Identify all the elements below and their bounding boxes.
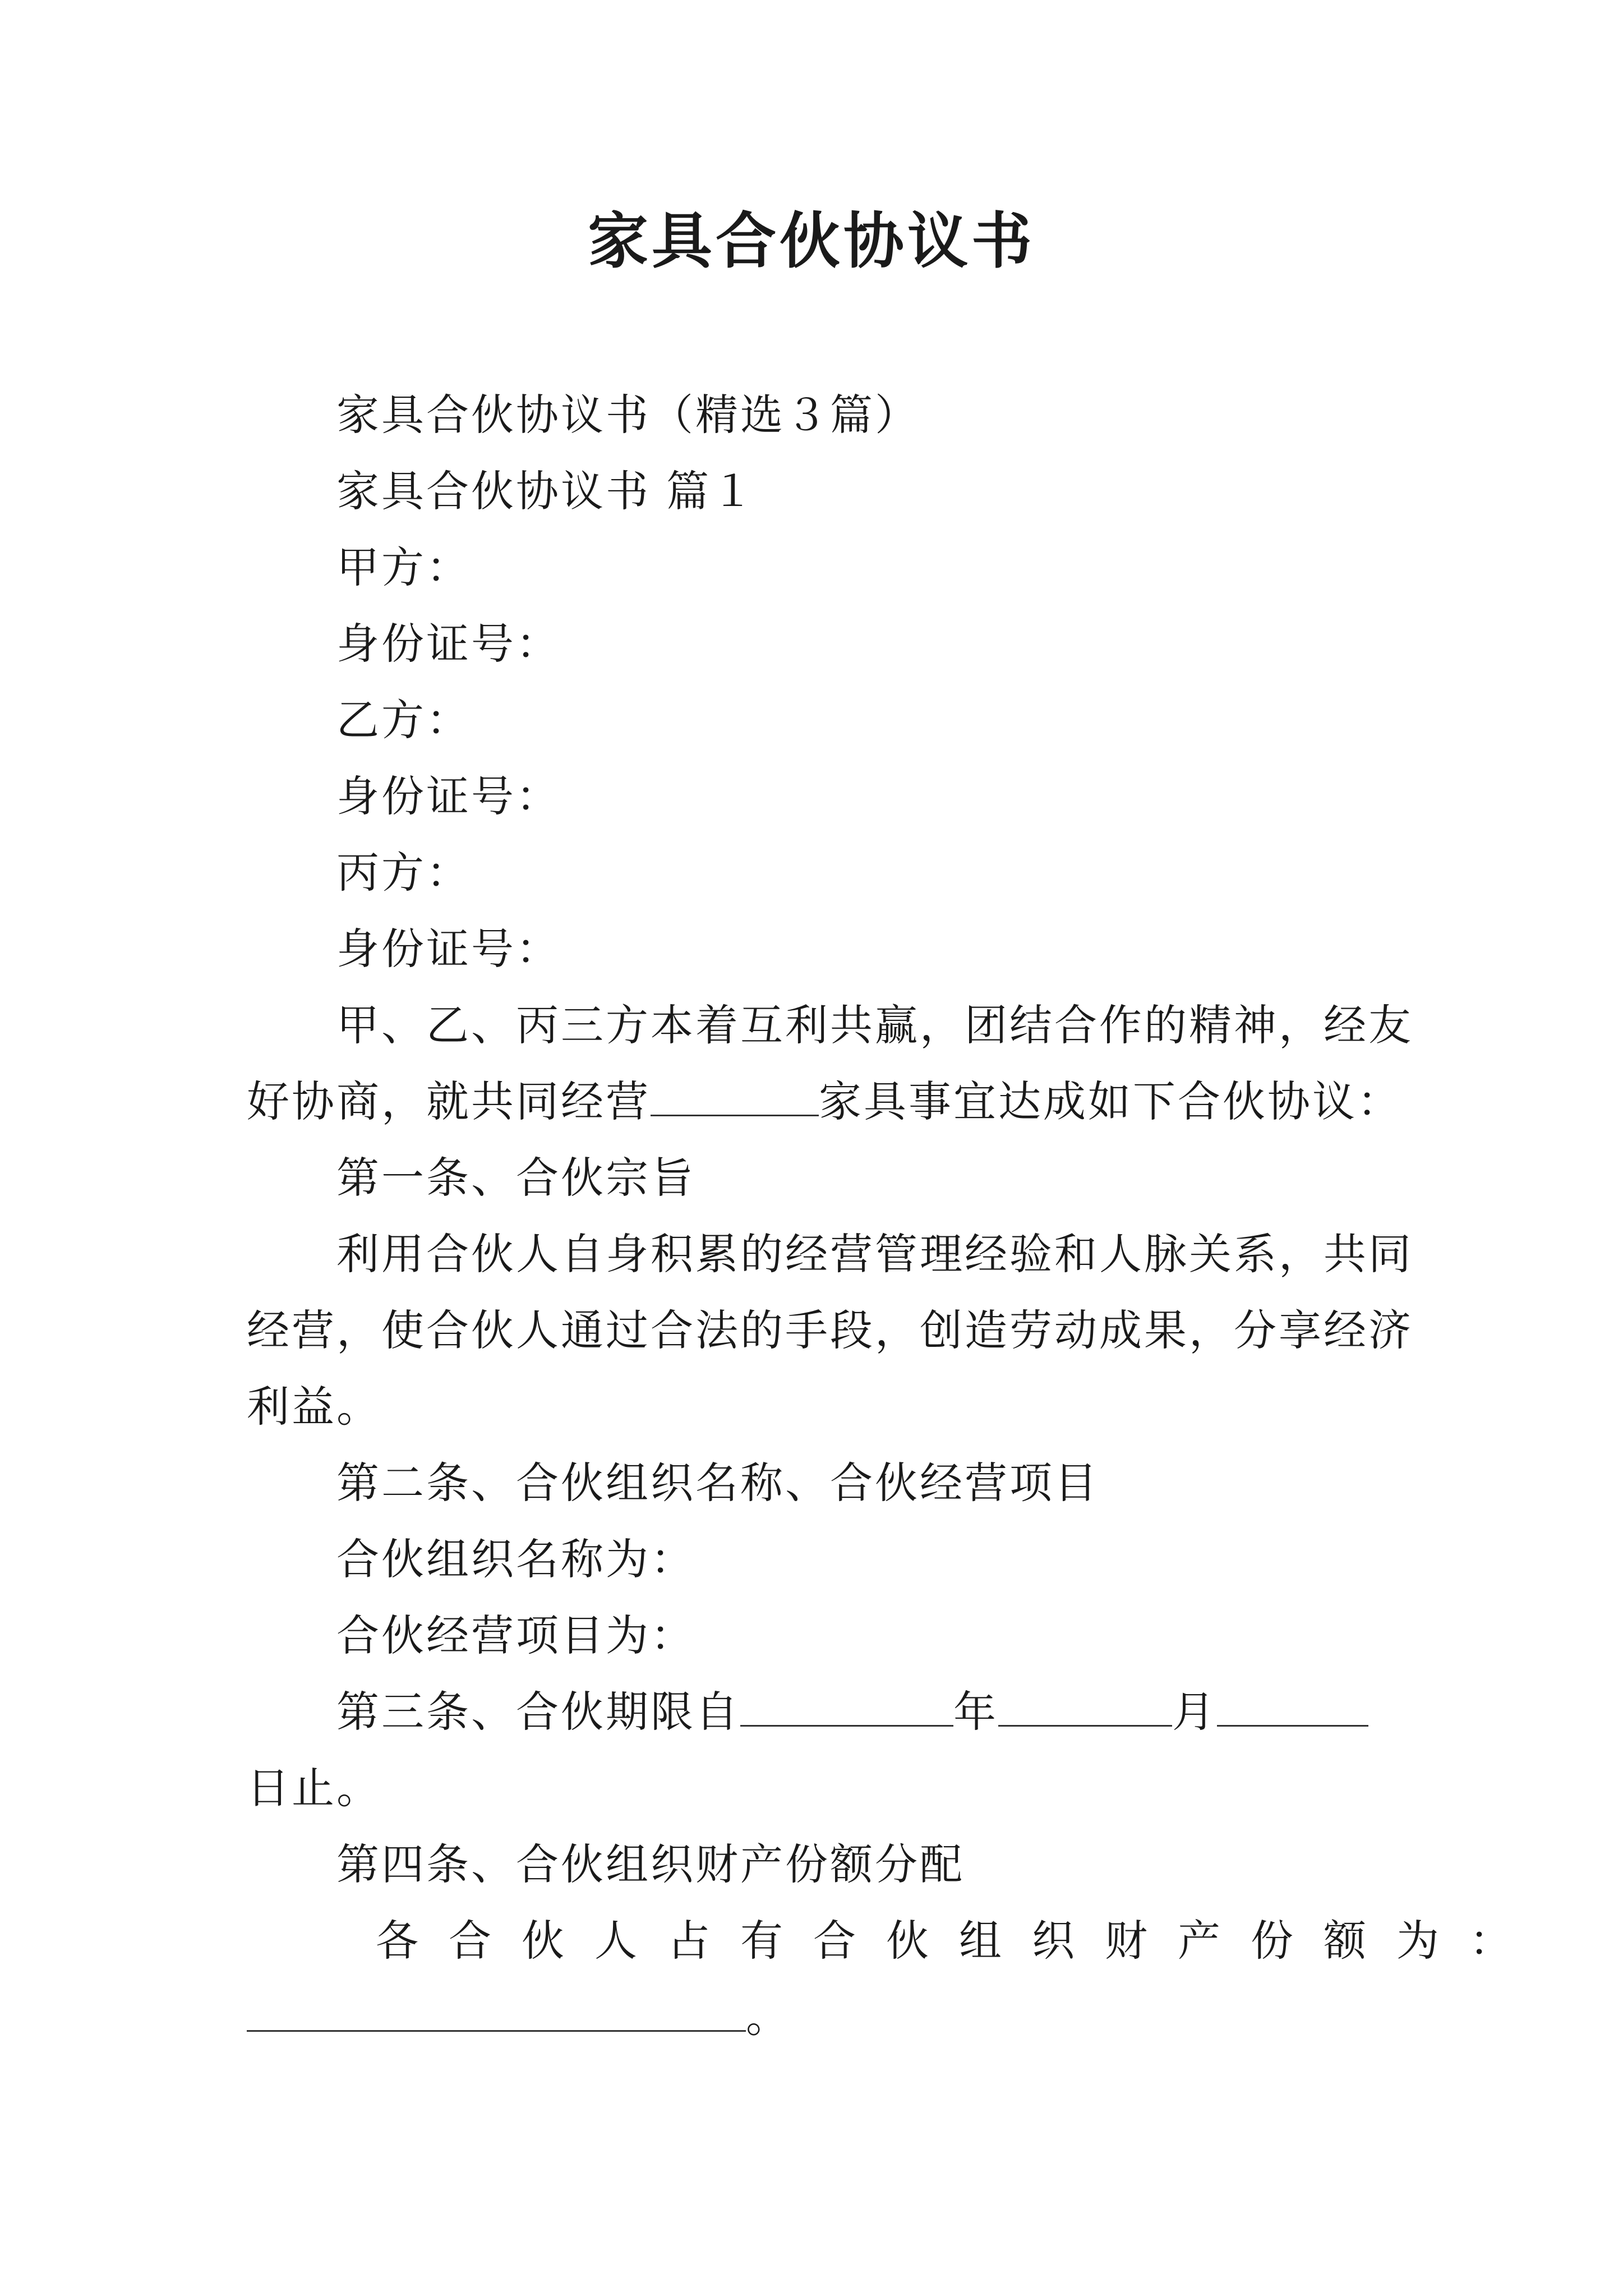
party-a-label: 甲方： (336, 542, 471, 592)
term-line (336, 1684, 1368, 1740)
paragraph-line: 日止。 (247, 1763, 381, 1813)
subtitle-line: 家具合伙协议书（精选３篇） (336, 390, 920, 440)
party-b-id-label: 身份证号： (336, 771, 561, 821)
paragraph-line: 利益。 (247, 1382, 381, 1432)
term-text: 第三条、合伙期限自 (336, 1687, 740, 1737)
party-b-label: 乙方： (336, 695, 471, 745)
paragraph-line (247, 1074, 1402, 1130)
party-c-id-label: 身份证号： (336, 924, 561, 974)
paragraph-text: 好协商，就共同经营 (247, 1076, 651, 1126)
paragraph-line: 各合伙人占有合伙组织财产份额为： (376, 1916, 1542, 1966)
partnership-name-label: 合伙组织名称为： (336, 1534, 695, 1584)
period-mark: 。 (746, 1992, 791, 2042)
section-heading: 家具合伙协议书 篇１ (336, 466, 757, 516)
paragraph-line: 甲、乙、丙三方本着互利共赢，团结合作的精神，经友 (336, 1000, 1413, 1050)
month-label: 月 (1172, 1687, 1217, 1737)
year-blank (740, 1686, 953, 1727)
paragraph-line: 经营，使合伙人通过合法的手段，创造劳动成果，分享经济 (247, 1305, 1413, 1355)
article-heading: 第一条、合伙宗旨 (336, 1153, 695, 1203)
party-a-id-label: 身份证号： (336, 619, 561, 669)
article-heading: 第四条、合伙组织财产份额分配 (336, 1839, 965, 1889)
document-title: 家具合伙协议书 (587, 206, 1035, 277)
party-c-label: 丙方： (336, 848, 471, 898)
fill-blank (651, 1075, 819, 1116)
month-blank (998, 1686, 1172, 1727)
share-blank (247, 1991, 746, 2032)
paragraph-line: 利用合伙人自身积累的经营管理经验和人脉关系，共同 (336, 1229, 1413, 1279)
article-heading: 第二条、合伙组织名称、合伙经营项目 (336, 1458, 1099, 1508)
year-label: 年 (953, 1687, 998, 1737)
day-blank (1217, 1686, 1368, 1727)
business-scope-label: 合伙经营项目为： (336, 1611, 695, 1660)
paragraph-text: 家具事宜达成如下合伙协议： (819, 1076, 1402, 1126)
share-blank-line (247, 1989, 791, 2045)
